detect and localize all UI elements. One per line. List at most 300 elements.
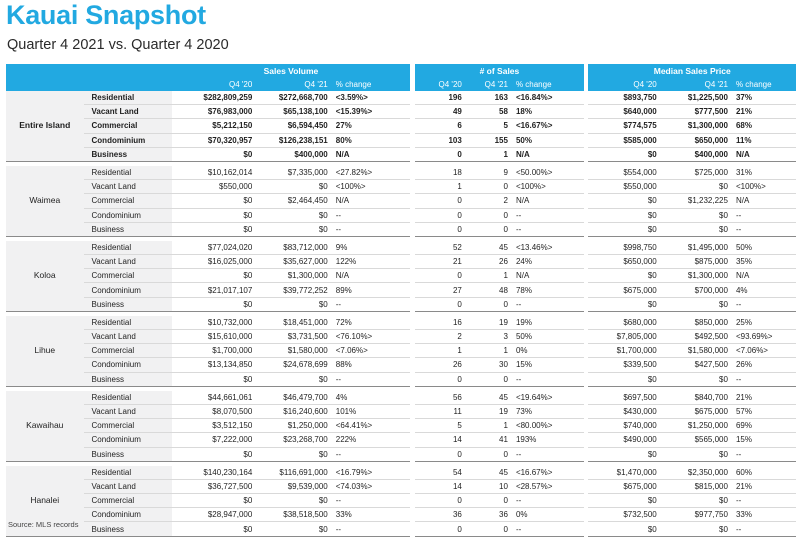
cell-n20: 0 [415, 522, 465, 536]
cell-sv20: $0 [172, 269, 256, 283]
cell-m20: $0 [588, 194, 659, 208]
cell-m21: $777,500 [660, 105, 731, 119]
cell-n20: 103 [415, 133, 465, 147]
cell-m21: $565,000 [660, 433, 731, 447]
cell-sv21: $38,518,500 [255, 508, 330, 522]
cell-n20: 36 [415, 508, 465, 522]
cell-sv20: $13,134,850 [172, 358, 256, 372]
cell-sv20: $70,320,957 [172, 133, 256, 147]
cell-svp: <100%> [331, 180, 411, 194]
cell-sv21: $126,238,151 [255, 133, 330, 147]
cell-n20: 52 [415, 241, 465, 255]
property-type-label: Vacant Land [84, 479, 172, 493]
table-row [6, 269, 796, 283]
cell-sv21: $0 [255, 372, 330, 386]
cell-svp: -- [331, 372, 411, 386]
cell-m20: $550,000 [588, 180, 659, 194]
cell-n21: 58 [465, 105, 511, 119]
cell-np: -- [511, 447, 584, 461]
cell-svp: <76.10%> [331, 330, 411, 344]
cell-mp: 11% [731, 133, 796, 147]
cell-n20: 56 [415, 391, 465, 405]
cell-m21: $0 [660, 222, 731, 236]
cell-n21: 19 [465, 404, 511, 418]
cell-mp: 60% [731, 466, 796, 480]
cell-sv20: $0 [172, 297, 256, 311]
cell-sv20: $76,983,000 [172, 105, 256, 119]
table-row [6, 494, 796, 508]
cell-n21: 41 [465, 433, 511, 447]
cell-n21: 1 [465, 344, 511, 358]
table-row [6, 372, 796, 386]
cell-sv20: $3,512,150 [172, 419, 256, 433]
cell-m20: $490,000 [588, 433, 659, 447]
cell-m20: $0 [588, 222, 659, 236]
cell-n20: 11 [415, 404, 465, 418]
cell-m20: $675,000 [588, 283, 659, 297]
cell-np: N/A [511, 194, 584, 208]
table-row [6, 404, 796, 418]
cell-svp: -- [331, 297, 411, 311]
cell-sv21: $0 [255, 522, 330, 536]
cell-mp: -- [731, 222, 796, 236]
cell-n20: 27 [415, 283, 465, 297]
cell-svp: 9% [331, 241, 411, 255]
cell-n20: 14 [415, 479, 465, 493]
cell-n21: 0 [465, 522, 511, 536]
cell-mp: <7.06%> [731, 344, 796, 358]
cell-n20: 5 [415, 419, 465, 433]
cell-svp: 27% [331, 119, 411, 133]
cell-svp: -- [331, 222, 411, 236]
cell-n21: 9 [465, 166, 511, 180]
cell-n20: 1 [415, 344, 465, 358]
cell-n21: 1 [465, 419, 511, 433]
cell-np: -- [511, 222, 584, 236]
cell-svp: 101% [331, 404, 411, 418]
cell-m20: $680,000 [588, 316, 659, 330]
cell-m21: $427,500 [660, 358, 731, 372]
page-title: Kauai Snapshot [6, 0, 206, 30]
cell-m21: $1,232,225 [660, 194, 731, 208]
header-blank [6, 64, 172, 78]
cell-mp: -- [731, 447, 796, 461]
cell-sv20: $28,947,000 [172, 508, 256, 522]
cell-n21: 45 [465, 466, 511, 480]
cell-sv21: $6,594,450 [255, 119, 330, 133]
cell-m21: $0 [660, 208, 731, 222]
cell-m21: $675,000 [660, 404, 731, 418]
cell-sv20: $0 [172, 208, 256, 222]
header-group-row [6, 64, 796, 78]
property-type-label: Business [84, 372, 172, 386]
header-median-price: Median Sales Price [588, 64, 796, 78]
cell-sv20: $0 [172, 147, 256, 161]
cell-svp: -- [331, 447, 411, 461]
cell-sv20: $0 [172, 494, 256, 508]
region-label: Lihue [6, 316, 84, 386]
cell-n21: 45 [465, 391, 511, 405]
cell-np: -- [511, 208, 584, 222]
cell-np: -- [511, 522, 584, 536]
cell-np: <28.57%> [511, 479, 584, 493]
cell-mp: <100%> [731, 180, 796, 194]
cell-mp: 50% [731, 241, 796, 255]
cell-n20: 18 [415, 166, 465, 180]
cell-m21: $700,000 [660, 283, 731, 297]
cell-sv21: $0 [255, 222, 330, 236]
cell-mp: N/A [731, 194, 796, 208]
cell-np: 78% [511, 283, 584, 297]
cell-svp: 88% [331, 358, 411, 372]
table-row [6, 133, 796, 147]
cell-svp: <3.59%> [331, 91, 411, 105]
cell-n20: 21 [415, 255, 465, 269]
table-row [6, 241, 796, 255]
cell-sv20: $140,230,164 [172, 466, 256, 480]
cell-n20: 0 [415, 208, 465, 222]
cell-m21: $0 [660, 372, 731, 386]
page-subtitle: Quarter 4 2021 vs. Quarter 4 2020 [7, 37, 229, 53]
cell-m20: $1,470,000 [588, 466, 659, 480]
property-type-label: Condominium [84, 133, 172, 147]
property-type-label: Commercial [84, 194, 172, 208]
cell-sv20: $8,070,500 [172, 404, 256, 418]
cell-m21: $0 [660, 447, 731, 461]
cell-n20: 6 [415, 119, 465, 133]
cell-sv21: $116,691,000 [255, 466, 330, 480]
cell-svp: 33% [331, 508, 411, 522]
cell-m21: $1,300,000 [660, 119, 731, 133]
table-row [6, 419, 796, 433]
cell-n21: 0 [465, 208, 511, 222]
cell-mp: -- [731, 297, 796, 311]
table-row [6, 119, 796, 133]
region-label: Koloa [6, 241, 84, 311]
cell-sv21: $35,627,000 [255, 255, 330, 269]
cell-svp: 72% [331, 316, 411, 330]
cell-m21: $0 [660, 494, 731, 508]
cell-sv21: $7,335,000 [255, 166, 330, 180]
header-sales-volume: Sales Volume [172, 64, 411, 78]
table-row [6, 105, 796, 119]
header-col: Q4 '20 [415, 78, 465, 91]
header-col: Q4 '20 [172, 78, 256, 91]
cell-n21: 10 [465, 479, 511, 493]
cell-n21: 0 [465, 372, 511, 386]
property-type-label: Vacant Land [84, 180, 172, 194]
cell-sv20: $0 [172, 372, 256, 386]
cell-sv20: $5,212,150 [172, 119, 256, 133]
property-type-label: Condominium [84, 433, 172, 447]
snapshot-table [6, 64, 796, 537]
header-num-sales: # of Sales [415, 64, 585, 78]
cell-mp: -- [731, 208, 796, 222]
table-row [6, 358, 796, 372]
cell-m21: $0 [660, 522, 731, 536]
cell-sv20: $1,700,000 [172, 344, 256, 358]
table-row [6, 344, 796, 358]
cell-sv21: $46,479,700 [255, 391, 330, 405]
cell-n20: 0 [415, 447, 465, 461]
cell-n21: 30 [465, 358, 511, 372]
cell-svp: <27.82%> [331, 166, 411, 180]
cell-n20: 196 [415, 91, 465, 105]
cell-mp: 35% [731, 255, 796, 269]
cell-n20: 14 [415, 433, 465, 447]
cell-m20: $0 [588, 522, 659, 536]
cell-svp: 4% [331, 391, 411, 405]
cell-m20: $585,000 [588, 133, 659, 147]
table-row [6, 508, 796, 522]
cell-np: N/A [511, 147, 584, 161]
cell-m20: $0 [588, 208, 659, 222]
cell-n21: 19 [465, 316, 511, 330]
cell-np: <16.67%> [511, 466, 584, 480]
cell-m21: $400,000 [660, 147, 731, 161]
cell-n21: 1 [465, 269, 511, 283]
cell-n21: 155 [465, 133, 511, 147]
cell-sv21: $65,138,100 [255, 105, 330, 119]
cell-svp: N/A [331, 194, 411, 208]
cell-np: -- [511, 494, 584, 508]
cell-m20: $0 [588, 297, 659, 311]
cell-sv20: $10,162,014 [172, 166, 256, 180]
cell-mp: 25% [731, 316, 796, 330]
cell-m21: $492,500 [660, 330, 731, 344]
header-col: % change [331, 78, 411, 91]
header-col: % change [511, 78, 584, 91]
property-type-label: Commercial [84, 119, 172, 133]
cell-n20: 16 [415, 316, 465, 330]
cell-m20: $554,000 [588, 166, 659, 180]
cell-m20: $998,750 [588, 241, 659, 255]
cell-np: 15% [511, 358, 584, 372]
header-col: Q4 '21 [660, 78, 731, 91]
cell-n20: 0 [415, 372, 465, 386]
cell-sv20: $550,000 [172, 180, 256, 194]
cell-mp: <93.69%> [731, 330, 796, 344]
cell-sv21: $9,539,000 [255, 479, 330, 493]
snapshot-table-container [6, 64, 796, 537]
cell-m21: $850,000 [660, 316, 731, 330]
table-row [6, 466, 796, 480]
cell-n21: 0 [465, 494, 511, 508]
cell-mp: 37% [731, 91, 796, 105]
cell-n21: 48 [465, 283, 511, 297]
property-type-label: Business [84, 297, 172, 311]
table-row [6, 297, 796, 311]
table-row [6, 283, 796, 297]
cell-n20: 54 [415, 466, 465, 480]
cell-np: -- [511, 372, 584, 386]
region-label: Hanalei [6, 466, 84, 536]
cell-m20: $1,700,000 [588, 344, 659, 358]
region-label: Entire Island [6, 91, 84, 161]
cell-np: <50.00%> [511, 166, 584, 180]
property-type-label: Residential [84, 166, 172, 180]
cell-np: 50% [511, 133, 584, 147]
cell-sv21: $1,300,000 [255, 269, 330, 283]
cell-n21: 36 [465, 508, 511, 522]
property-type-label: Residential [84, 241, 172, 255]
table-row [6, 147, 796, 161]
header-col: Q4 '20 [588, 78, 659, 91]
cell-np: -- [511, 297, 584, 311]
property-type-label: Residential [84, 316, 172, 330]
cell-sv20: $7,222,000 [172, 433, 256, 447]
cell-sv21: $1,580,000 [255, 344, 330, 358]
cell-m20: $7,805,000 [588, 330, 659, 344]
table-row [6, 433, 796, 447]
cell-n21: 0 [465, 222, 511, 236]
cell-np: <80.00%> [511, 419, 584, 433]
region-label: Kawaihau [6, 391, 84, 461]
cell-np: 0% [511, 344, 584, 358]
cell-sv21: $0 [255, 208, 330, 222]
cell-sv20: $0 [172, 222, 256, 236]
cell-m20: $0 [588, 269, 659, 283]
cell-m21: $2,350,000 [660, 466, 731, 480]
cell-np: <19.64%> [511, 391, 584, 405]
property-type-label: Condominium [84, 358, 172, 372]
cell-svp: -- [331, 494, 411, 508]
table-row [6, 479, 796, 493]
cell-sv21: $272,668,700 [255, 91, 330, 105]
cell-n21: 3 [465, 330, 511, 344]
cell-mp: 21% [731, 105, 796, 119]
cell-m20: $650,000 [588, 255, 659, 269]
cell-mp: 21% [731, 391, 796, 405]
cell-sv21: $83,712,000 [255, 241, 330, 255]
cell-sv21: $2,464,450 [255, 194, 330, 208]
property-type-label: Vacant Land [84, 105, 172, 119]
cell-n21: 0 [465, 180, 511, 194]
cell-m20: $732,500 [588, 508, 659, 522]
cell-n21: 2 [465, 194, 511, 208]
table-row [6, 222, 796, 236]
cell-np: 73% [511, 404, 584, 418]
cell-sv20: $0 [172, 447, 256, 461]
cell-sv20: $10,732,000 [172, 316, 256, 330]
cell-sv21: $400,000 [255, 147, 330, 161]
cell-mp: 15% [731, 433, 796, 447]
cell-svp: 80% [331, 133, 411, 147]
cell-np: 24% [511, 255, 584, 269]
cell-sv21: $23,268,700 [255, 433, 330, 447]
cell-m21: $0 [660, 180, 731, 194]
cell-sv20: $0 [172, 194, 256, 208]
cell-m21: $875,000 [660, 255, 731, 269]
property-type-label: Commercial [84, 494, 172, 508]
header-col: Q4 '21 [255, 78, 330, 91]
cell-m21: $977,750 [660, 508, 731, 522]
cell-svp: 122% [331, 255, 411, 269]
cell-sv20: $36,727,500 [172, 479, 256, 493]
table-row [6, 194, 796, 208]
cell-n20: 0 [415, 147, 465, 161]
cell-svp: <64.41%> [331, 419, 411, 433]
cell-m20: $0 [588, 147, 659, 161]
property-type-label: Business [84, 447, 172, 461]
cell-m21: $1,580,000 [660, 344, 731, 358]
cell-mp: 33% [731, 508, 796, 522]
property-type-label: Vacant Land [84, 404, 172, 418]
cell-sv20: $0 [172, 522, 256, 536]
cell-svp: <16.79%> [331, 466, 411, 480]
cell-svp: N/A [331, 147, 411, 161]
header-col: % change [731, 78, 796, 91]
cell-n20: 2 [415, 330, 465, 344]
cell-m20: $697,500 [588, 391, 659, 405]
cell-sv21: $0 [255, 180, 330, 194]
property-type-label: Residential [84, 391, 172, 405]
table-row [6, 391, 796, 405]
cell-sv20: $15,610,000 [172, 330, 256, 344]
source-note: Source: MLS records [8, 520, 79, 529]
table-row [6, 447, 796, 461]
property-type-label: Commercial [84, 419, 172, 433]
region-label: Waimea [6, 166, 84, 236]
property-type-label: Vacant Land [84, 255, 172, 269]
cell-n21: 26 [465, 255, 511, 269]
cell-sv20: $21,017,107 [172, 283, 256, 297]
property-type-label: Residential [84, 466, 172, 480]
cell-sv21: $18,451,000 [255, 316, 330, 330]
cell-m21: $1,250,000 [660, 419, 731, 433]
cell-m20: $893,750 [588, 91, 659, 105]
cell-sv21: $0 [255, 494, 330, 508]
header-col-row [6, 78, 796, 91]
cell-m20: $675,000 [588, 479, 659, 493]
cell-m21: $725,000 [660, 166, 731, 180]
property-type-label: Commercial [84, 269, 172, 283]
cell-mp: N/A [731, 269, 796, 283]
cell-n21: 163 [465, 91, 511, 105]
cell-m21: $650,000 [660, 133, 731, 147]
cell-n21: 1 [465, 147, 511, 161]
property-type-label: Commercial [84, 344, 172, 358]
cell-n21: 5 [465, 119, 511, 133]
property-type-label: Condominium [84, 508, 172, 522]
cell-svp: 89% [331, 283, 411, 297]
cell-m20: $430,000 [588, 404, 659, 418]
cell-mp: 21% [731, 479, 796, 493]
cell-m21: $1,495,000 [660, 241, 731, 255]
cell-svp: 222% [331, 433, 411, 447]
cell-n20: 0 [415, 269, 465, 283]
cell-m20: $0 [588, 494, 659, 508]
cell-n20: 49 [415, 105, 465, 119]
cell-sv21: $0 [255, 447, 330, 461]
cell-np: 50% [511, 330, 584, 344]
header-col: Q4 '21 [465, 78, 511, 91]
cell-sv21: $16,240,600 [255, 404, 330, 418]
cell-n21: 0 [465, 447, 511, 461]
cell-sv20: $16,025,000 [172, 255, 256, 269]
cell-mp: 26% [731, 358, 796, 372]
cell-np: <13.46%> [511, 241, 584, 255]
cell-svp: <74.03%> [331, 479, 411, 493]
cell-sv21: $0 [255, 297, 330, 311]
cell-np: <16.67%> [511, 119, 584, 133]
table-row [6, 180, 796, 194]
cell-mp: 31% [731, 166, 796, 180]
cell-m21: $1,225,500 [660, 91, 731, 105]
table-row [6, 330, 796, 344]
property-type-label: Condominium [84, 208, 172, 222]
cell-svp: <7.06%> [331, 344, 411, 358]
